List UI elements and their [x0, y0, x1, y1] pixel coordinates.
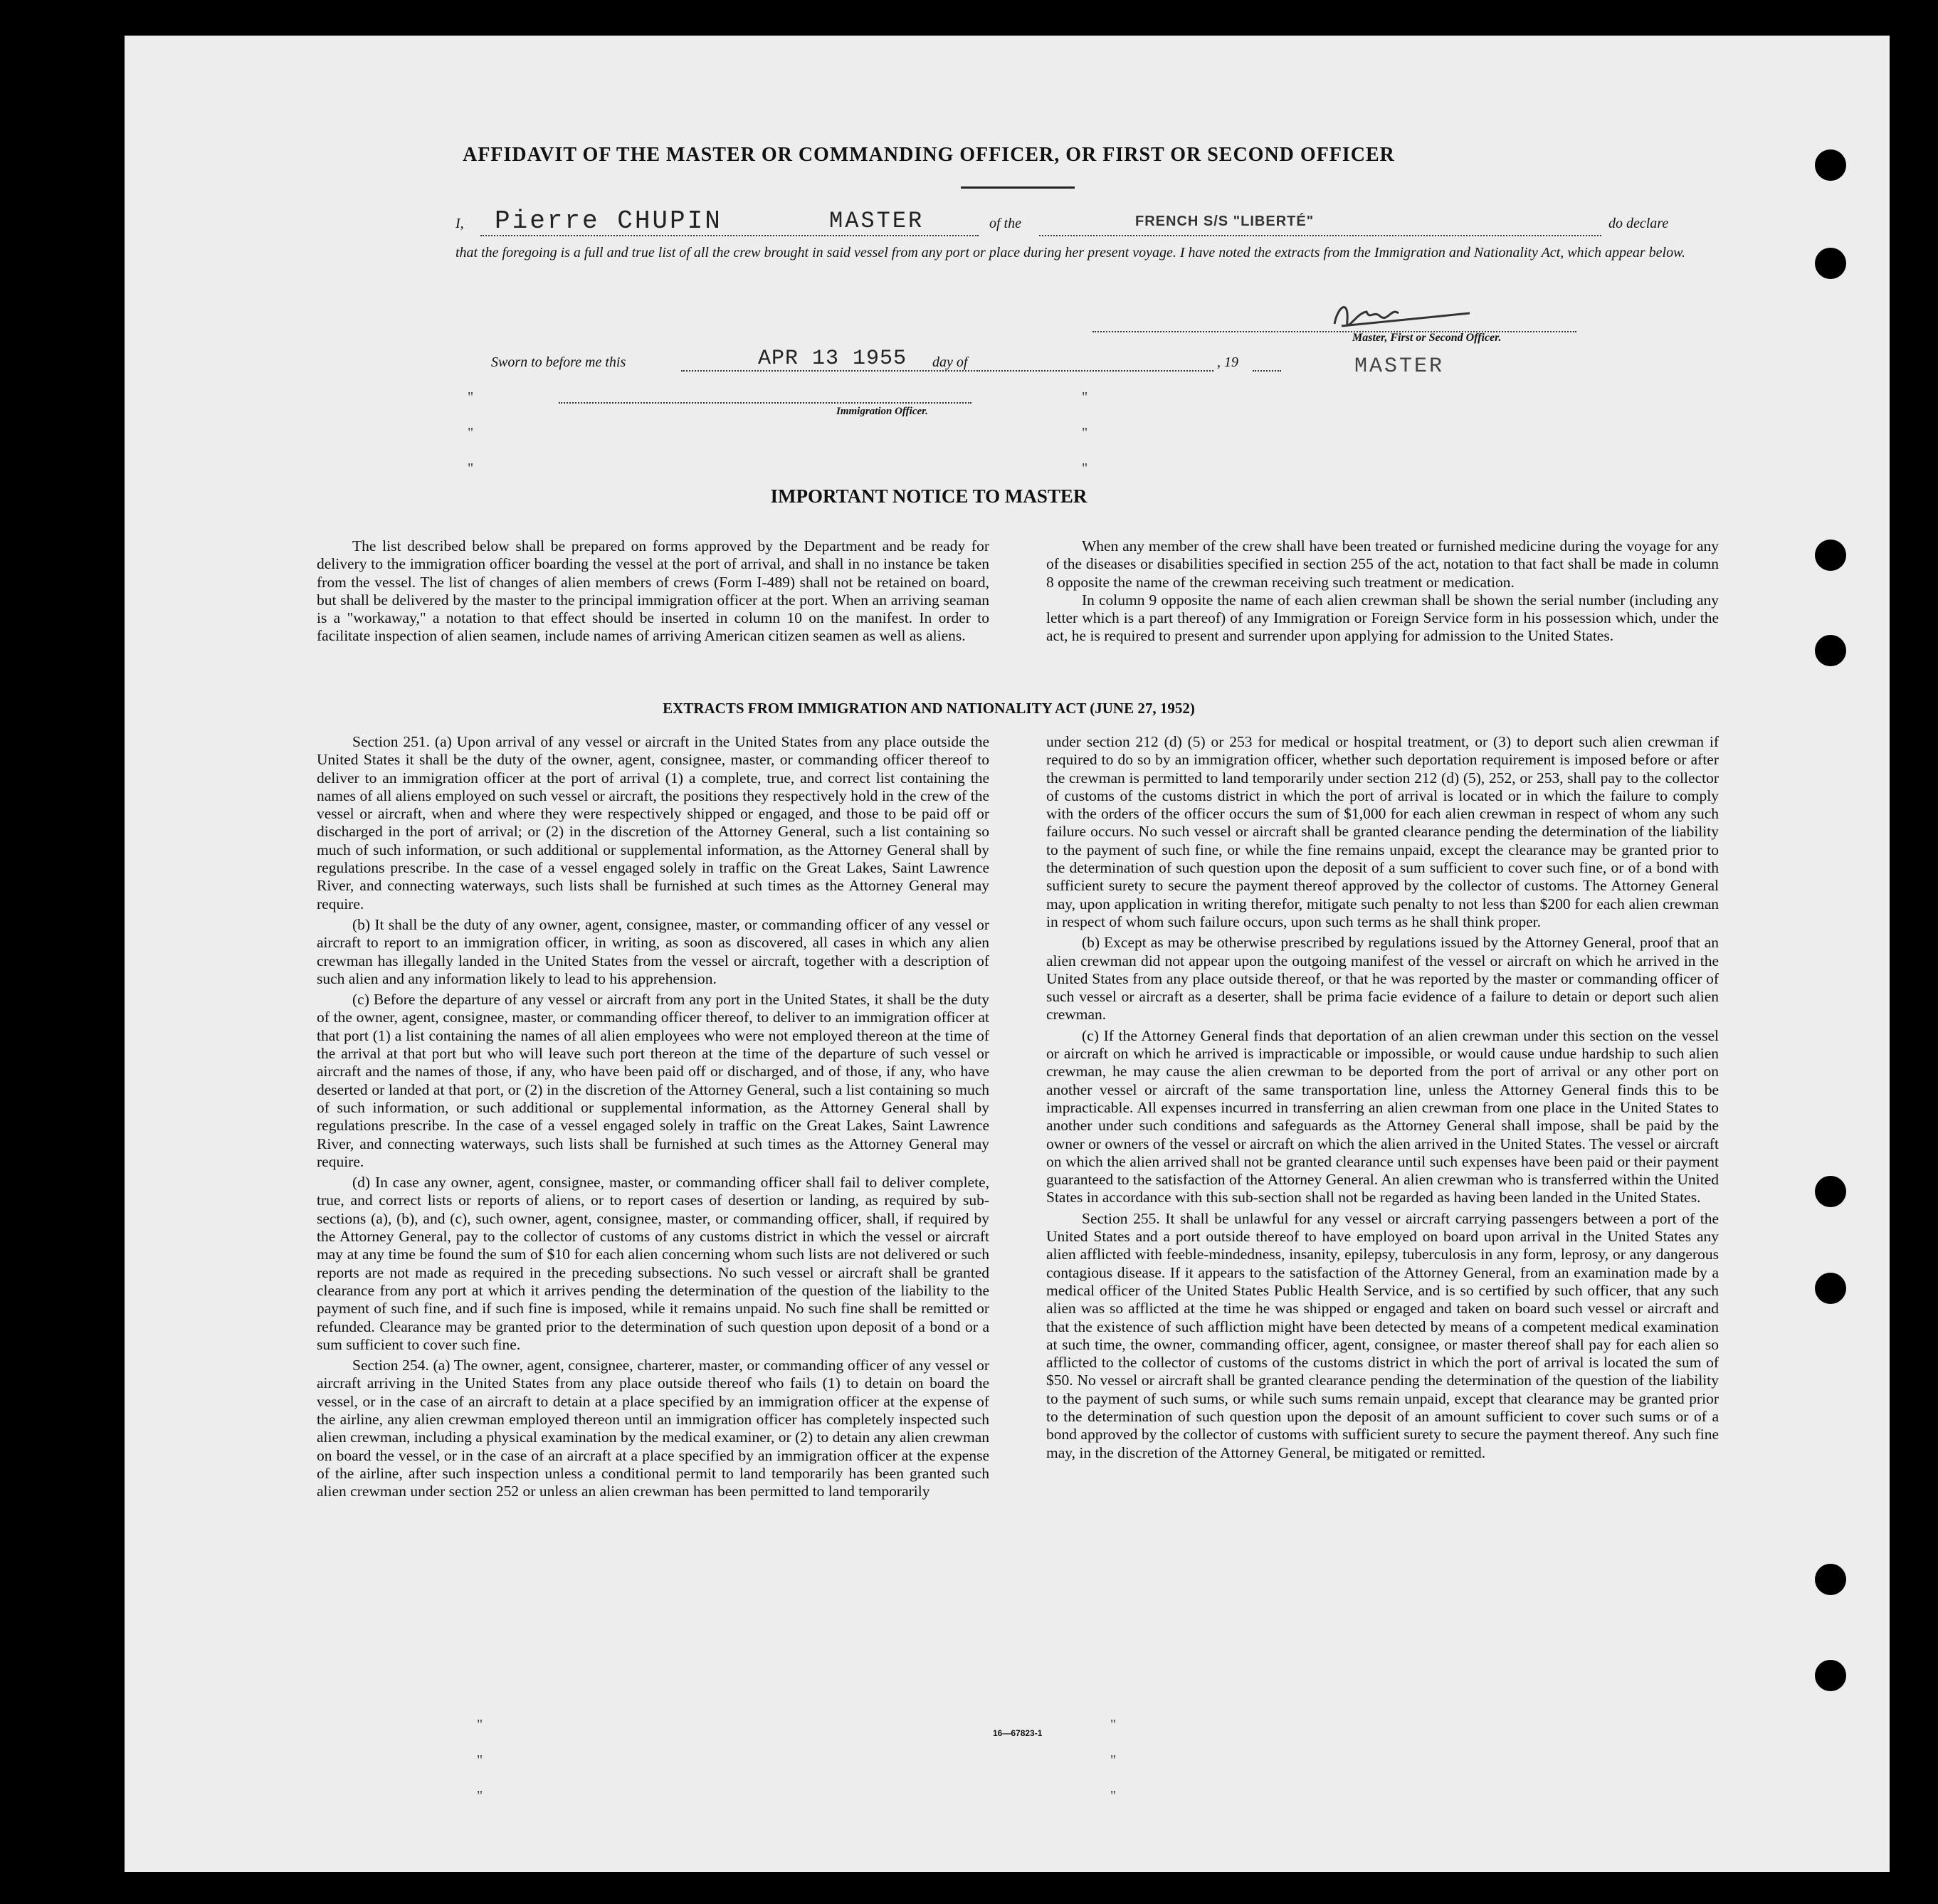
notice-right-column	[1046, 537, 1719, 648]
officer-caption: Immigration Officer.	[836, 406, 928, 417]
do-declare-label: do declare	[1608, 216, 1669, 231]
vessel-name: FRENCH S/S "LIBERTÉ"	[1135, 214, 1315, 229]
section-254b: (b) Except as may be otherwise prescribed by regulations issued by the Attorney General, proof that an alien crewman did not appear upon the outgoing manifest of the vessel or aircraft on which he arrived in the United States from any place outside thereof, or that he was reported by the master or commanding officer of such vessel or aircraft as a deserter, shall be prima facie evidence of a failure to detain or deport such alien crewman.	[1046, 934, 1719, 1024]
section-251b: (b) It shall be the duty of any owner, agent, consignee, master, or commanding officer of any vessel or aircraft to report to an immigration officer, in writing, as soon as discovered, all cases in which any alien crewman has illegally landed in the United States from the vessel or aircraft, together with a description of such alien and any information likely to lead to his apprehension.	[317, 915, 989, 987]
notice-right-paragraph: When any member of the crew shall have been treated or furnished medicine during the voyage for any of the diseases or disabilities specified in section 255 of the act, notation to that fact shall be made in column 8 opposite the name of the crewman receiving such treatment or medication.	[1046, 537, 1719, 591]
section-251d: (d) In case any owner, agent, consignee, master, or commanding officer shall fail to deliver complete, true, and correct lists or reports of aliens, or to report cases of desertion or landing, as required by sub-sections (a), (b), and (c), such owner, agent, consignee, master, or commanding officer, shall, if required by the Attorney General, pay to the collector of customs of any customs district in which the vessel or aircraft may at any time be found the sum of $10 for each alien concerning whom such lists are not delivered or such reports are not made as required in the preceding subsections. No such vessel or aircraft shall be granted clearance from any port at which it arrives pending the determination of the question of the liability to the payment of such fine, and if such fine is imposed, while it remains unpaid. No such fine shall be remitted or refunded. Clearance may be granted prior to the determination of such question upon deposit of a bond or a sum sufficient to cover such fine.	[317, 1174, 989, 1353]
ditto-mark: "	[468, 425, 474, 441]
punch-hole	[1815, 248, 1846, 279]
section-254a: Section 254. (a) The owner, agent, consignee, charterer, master, or commanding officer of any vessel or aircraft arriving in the United States from any place outside thereof who fails (1) to detain on board the vessel, or in the case of an aircraft to detain at a place specified by an immigration officer at the expense of the airline, any alien crewman employed thereon until an immigration officer has completely inspected such alien crewman, including a physical examination by the medical examiner, or (2) to detain any alien crewman on board the vessel, or in the case of an aircraft at a place specified by an immigration officer at the expense of the airline, after such inspection unless a conditional permit to land temporarily has been granted such alien crewman under section 252 or unless an alien crewman has been permitted to land temporarily	[317, 1357, 989, 1500]
document-page	[125, 36, 1890, 1872]
section-255: Section 255. It shall be unlawful for any vessel or aircraft carrying passengers between a port of the United States and a port outside thereof to have employed on board upon arrival in the United States any alien afflicted with feeble-mindedness, insanity, epilepsy, tuberculosis in any form, leprosy, or any dangerous contagious disease. If it appears to the satisfaction of the Attorney General, from an examination made by a medical officer of the United States Public Health Service, and is so certified by such officer, that any such alien was so afflicted at the time he was shipped or engaged and taken on board such vessel or aircraft and that the existence of such affliction might have been detected by means of a competent medical examination at such time, the owner, commanding officer, agent, consignee, or master thereof shall pay for each alien so afflicted to the collector of customs of the customs district in which the port of arrival is located the sum of $50. No vessel or aircraft shall be granted clearance pending the determination of the question of the liability to the payment of such sums, or while such sums remain unpaid, except that clearance may be granted prior to the determination of such question upon the deposit of an amount sufficient to cover such sums or of a bond approved by the collector of customs with sufficient surety to secure the payment thereof. Any such fine may, in the discretion of the Attorney General, be mitigated or remitted.	[1046, 1209, 1719, 1461]
punch-hole	[1815, 1273, 1846, 1304]
ditto-mark: "	[1110, 1717, 1117, 1732]
vessel-field-line	[1039, 235, 1601, 236]
notice-left-column	[317, 537, 989, 648]
ditto-mark: "	[1082, 461, 1088, 476]
punch-hole	[1815, 1176, 1846, 1207]
day-of-line	[979, 370, 1213, 372]
affidavit-title: AFFIDAVIT OF THE MASTER OR COMMANDING OFFICER, OR FIRST OR SECOND OFFICER	[463, 144, 1395, 166]
day-of-label: day of	[932, 354, 968, 370]
notice-left-paragraph: The list described below shall be prepared on forms approved by the Department and be ready for delivery to the immigration officer boarding the vessel at the port of arrival, and shall in no instance be taken from the vessel. The list of changes of alien members of crews (Form I-489) shall not be retained on board, but shall be delivered by the master to the principal immigration officer at the port. When an arriving seaman is a "workaway," a notation to that effect should be inserted in column 10 on the manifest. In order to facilitate inspection of alien seamen, include names of arriving American citizen seamen as well as aliens.	[317, 537, 989, 645]
notice-title: IMPORTANT NOTICE TO MASTER	[770, 485, 1088, 507]
officer-line	[559, 402, 971, 404]
extracts-right-column	[1046, 733, 1719, 1465]
punch-hole	[1815, 149, 1846, 181]
signature-title-stamp: MASTER	[1354, 354, 1445, 379]
ditto-mark: "	[1110, 1788, 1117, 1804]
year-line	[1253, 370, 1281, 372]
extracts-left-column	[317, 733, 989, 1503]
sworn-date-stamp: APR 13 1955	[758, 347, 907, 371]
ditto-mark: "	[468, 389, 474, 405]
section-254c: (c) If the Attorney General finds that deportation of an alien crewman under this section on the vessel or aircraft on which he arrived is impracticable or impossible, or would cause undue hardship to such alien crewman, he may cause the alien crewman to be deported from the port of arrival or any other port on another vessel or aircraft of the same transportation line, unless the Attorney General finds this to be impracticable. All expenses incurred in transferring an alien crewman from one place in the United States to another under such conditions and safeguards as the Attorney General shall impose, shall be paid by the owner or owners of the vessel or aircraft on which the alien arrived in the United States. The vessel or aircraft on which the alien arrived shall not be granted clearance until such expenses have been paid or their payment guaranteed to the satisfaction of the Attorney General. An alien crewman who is transferred within the United States in accordance with this sub-section shall not be regarded as having been landed in the United States.	[1046, 1026, 1719, 1206]
punch-hole	[1815, 540, 1846, 571]
master-rank: MASTER	[829, 208, 925, 234]
year-label: , 19	[1217, 354, 1238, 370]
section-254a-continued: under section 212 (d) (5) or 253 for medical or hospital treatment, or (3) to deport such alien crewman if required to do so by an immigration officer, whether such deportation requirement is imposed before or after the crewman is permitted to land temporarily under section 212 (d) (5), 252, or 253, shall pay to the collector of customs of the customs district in which the port of arrival is located or in which the failure to comply with the orders of the officer occurs the sum of $1,000 for each alien crewman in respect of whom any such failure occurs. No such vessel or aircraft shall be granted clearance pending the determination of the liability to the payment of such fine, or while the fine remains unpaid, except the clearance may be granted prior to the determination of such question upon the deposit of a sum sufficient to cover such fine, or of a bond with sufficient surety to secure the payment thereof approved by the collector of customs. The Attorney General may, upon application in writing therefor, mitigate such penalty to not less than $200 for each alien crewman in respect of whom such failure occurs, upon such terms as he shall think proper.	[1046, 733, 1719, 930]
punch-hole	[1815, 1660, 1846, 1691]
ditto-mark: "	[477, 1752, 483, 1768]
ditto-mark: "	[1082, 389, 1088, 405]
section-251a: Section 251. (a) Upon arrival of any vessel or aircraft in the United States from any place outside the United States it shall be the duty of the owner, agent, consignee, master, or commanding officer thereof to deliver to an immigration officer at the port of arrival (1) a complete, true, and correct list containing the names of all aliens employed on such vessel or aircraft, the positions they respectively hold in the crew of the vessel or aircraft, when and where they were respectively shipped or engaged, and those to be paid off or discharged in the port of arrival; or (2) in the discretion of the Attorney General, such a list containing so much of such information, or such additional or supplemental information, as the Attorney General shall by regulations prescribe. In the case of a vessel engaged solely in traffic on the Great Lakes, Saint Lawrence River, and connecting waterways, such lists shall be furnished at such times as the Attorney General may require.	[317, 733, 989, 912]
declaration-prefix: I,	[455, 216, 464, 231]
signature-line	[1092, 331, 1576, 332]
declaration-statement: that the foregoing is a full and true list of all the crew brought in said vessel from any port or place during her present voyage. I have noted the extracts from the Immigration and Nationality Act, which appear below.	[455, 245, 1685, 261]
sworn-label: Sworn to before me this	[491, 354, 626, 370]
extracts-title: EXTRACTS FROM IMMIGRATION AND NATIONALITY ACT (JUNE 27, 1952)	[663, 700, 1195, 717]
punch-hole	[1815, 635, 1846, 666]
form-number: 16—67823-1	[993, 1728, 1043, 1738]
ditto-mark: "	[477, 1788, 483, 1804]
ditto-mark: "	[1110, 1752, 1117, 1768]
punch-hole	[1815, 1564, 1846, 1595]
master-name: Pierre CHUPIN	[495, 206, 722, 236]
ditto-mark: "	[468, 461, 474, 476]
title-rule	[961, 186, 1075, 189]
of-the-label: of the	[989, 216, 1021, 231]
ditto-mark: "	[477, 1717, 483, 1732]
signature-caption: Master, First or Second Officer.	[1352, 332, 1502, 344]
section-251c: (c) Before the departure of any vessel or aircraft from any port in the United States, it shall be the duty of the owner, agent, consignee, master, or commanding officer thereof, to deliver to an immigration officer at that port (1) a list containing the names of all alien employees who were not employed thereon at the time of the arrival at that port but who will leave such port thereon at the time of the departure of such vessel or aircraft and the names of those, if any, who have been paid off or discharged, and of those, if any, who have deserted or landed at that port, or (2) in the discretion of the Attorney General, such a list containing so much of such information, or such additional or supplemental information, as the Attorney General shall by regulations prescribe. In the case of a vessel engaged solely in traffic on the Great Lakes, Saint Lawrence River, and connecting waterways, such lists shall be furnished at such times as the Attorney General may require.	[317, 991, 989, 1170]
ditto-mark: "	[1082, 425, 1088, 441]
notice-right-paragraph: In column 9 opposite the name of each alien crewman shall be shown the serial number (including any letter which is a part thereof) of any Immigration or Foreign Service form in his possession which, under the act, he is required to present and surrender upon applying for admission to the United States.	[1046, 591, 1719, 645]
